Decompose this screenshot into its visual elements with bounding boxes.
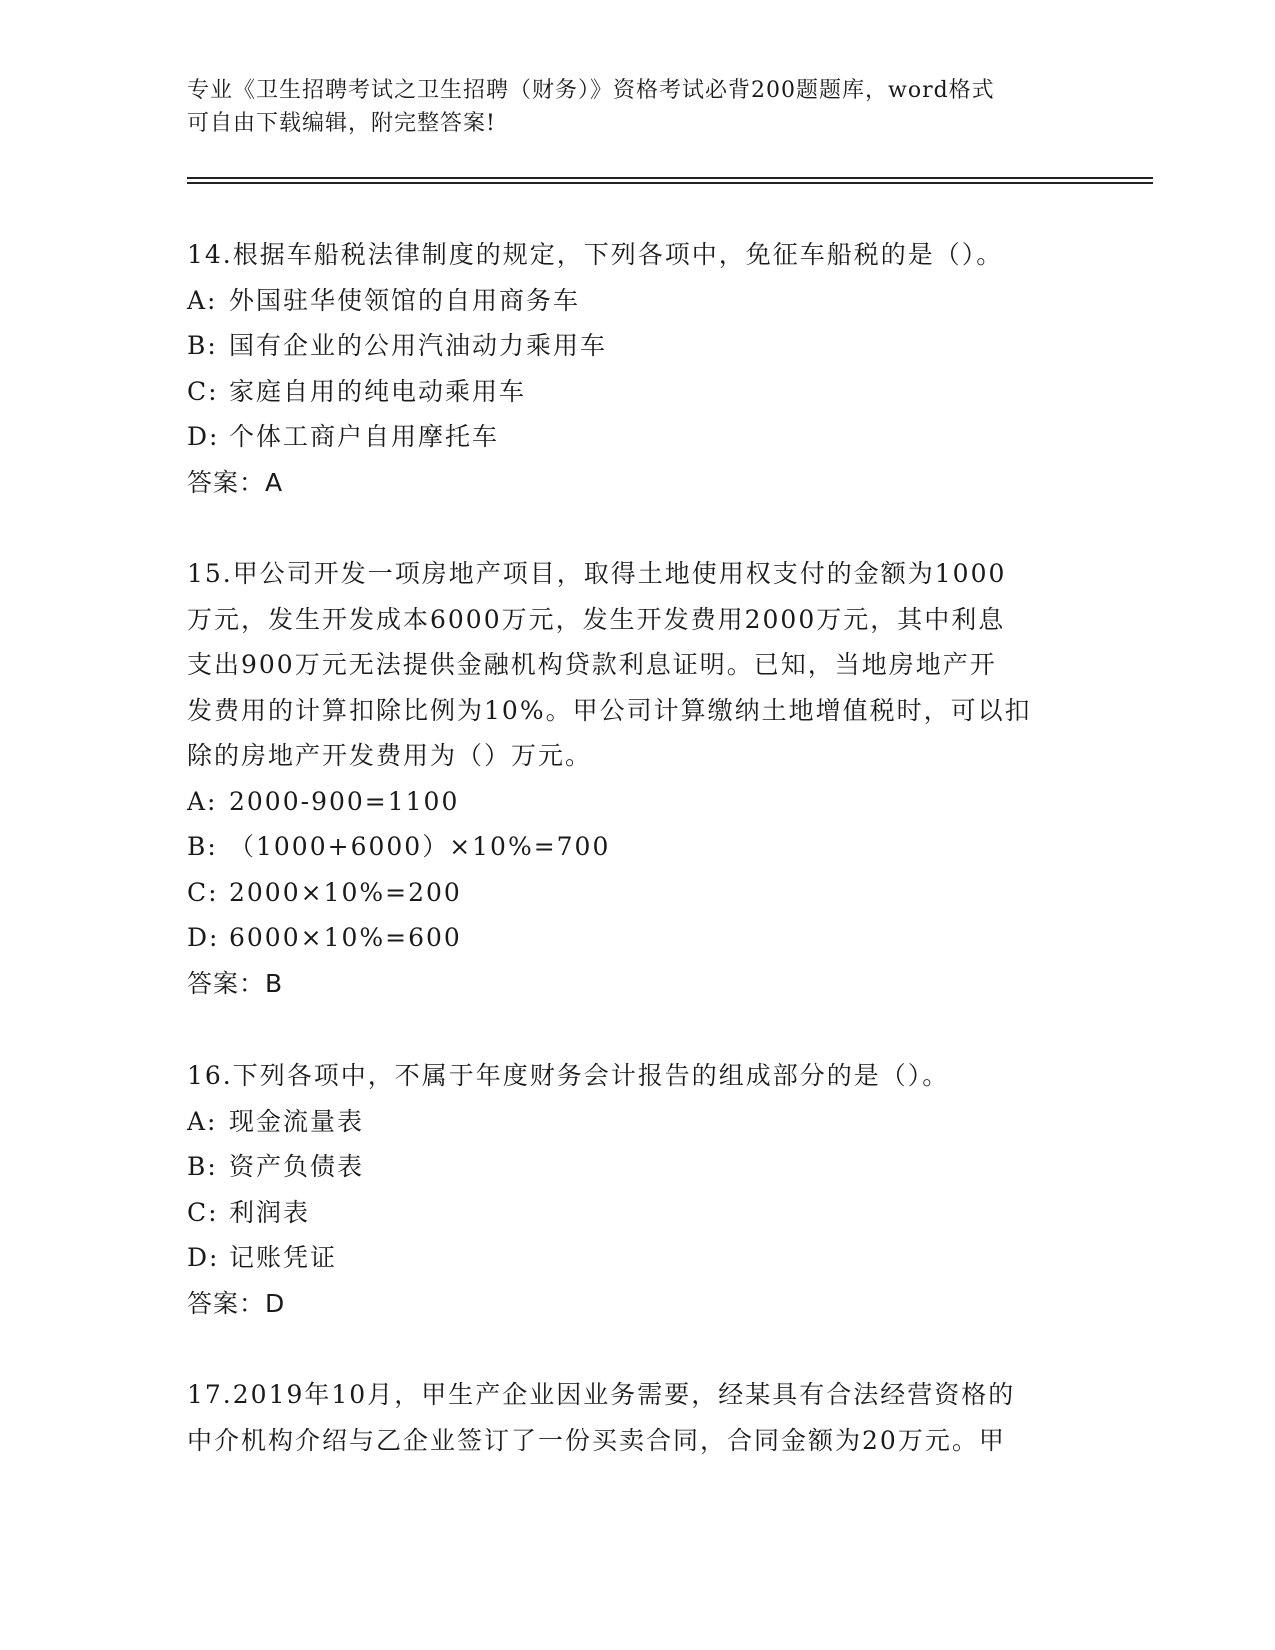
option-d <box>187 915 1087 961</box>
option-a <box>187 278 1087 324</box>
option-a <box>187 1099 1087 1145</box>
option-text: 外国驻华使领馆的自用商务车 <box>229 285 581 315</box>
option-text: 资产负债表 <box>229 1152 365 1181</box>
option-text: 2000×10%=200 <box>229 877 462 907</box>
question-stem: 14.根据车船税法律制度的规定，下列各项中，免征车船税的是（）。 <box>187 240 1004 269</box>
question-stem-line-2: 中介机构介绍与乙企业签订了一份买卖合同，合同金额为20万元。甲 <box>187 1425 1006 1455</box>
header-line-2: 可自由下载编辑，附完整答案! <box>187 111 496 136</box>
option-c <box>187 369 1087 415</box>
question-17 <box>187 1372 1087 1463</box>
answer-label: 答案：B <box>187 968 284 998</box>
option-text: 个体工商户自用摩托车 <box>229 422 500 451</box>
question-stem-line-5: 除的房地产开发费用为（）万元。 <box>187 741 593 770</box>
option-text: 国有企业的公用汽油动力乘用车 <box>229 331 608 360</box>
option-letter: C: <box>187 376 219 406</box>
option-text: 利润表 <box>229 1197 311 1227</box>
option-text: 现金流量表 <box>229 1106 365 1136</box>
option-letter: B: <box>187 331 218 360</box>
question-stem-line-3: 支出900万元无法提供金融机构贷款利息证明。已知，当地房地产开 <box>187 650 997 679</box>
option-c <box>187 870 1087 916</box>
question-stem: 16.下列各项中，不属于年度财务会计报告的组成部分的是（）。 <box>187 1061 950 1090</box>
question-15 <box>187 551 1087 1006</box>
option-b <box>187 1144 1087 1190</box>
question-stem-line-1: 15.甲公司开发一项房地产项目，取得土地使用权支付的金额为1000 <box>187 559 1007 588</box>
option-letter: D: <box>187 923 220 952</box>
header-divider-bottom <box>187 182 1153 184</box>
option-b <box>187 323 1087 369</box>
option-text: （1000+6000）×10%=700 <box>229 832 611 861</box>
question-stem-line-1: 17.2019年10月，甲生产企业因业务需要，经某具有合法经营资格的 <box>187 1380 1016 1409</box>
option-text: 2000-900=1100 <box>229 786 460 816</box>
option-a <box>187 779 1087 825</box>
option-letter: D: <box>187 422 220 451</box>
option-text: 记账凭证 <box>229 1243 338 1272</box>
answer-label: 答案：D <box>187 1288 286 1318</box>
option-d <box>187 414 1087 460</box>
option-c <box>187 1190 1087 1236</box>
document-header <box>187 74 1067 140</box>
header-divider-top <box>187 177 1153 179</box>
option-letter: A: <box>187 285 218 315</box>
option-letter: B: <box>187 1152 218 1181</box>
option-d <box>187 1235 1087 1281</box>
option-letter: A: <box>187 1106 218 1136</box>
question-stem-line-4: 发费用的计算扣除比例为10%。甲公司计算缴纳土地增值税时，可以扣 <box>187 695 1032 725</box>
option-letter: A: <box>187 786 218 816</box>
option-letter: D: <box>187 1243 220 1272</box>
option-letter: C: <box>187 1197 219 1227</box>
option-text: 家庭自用的纯电动乘用车 <box>229 376 527 406</box>
question-14 <box>187 232 1087 505</box>
answer-label: 答案：A <box>187 467 284 497</box>
option-letter: C: <box>187 877 219 907</box>
header-line-1: 专业《卫生招聘考试之卫生招聘（财务）》资格考试必背200题题库，word格式 <box>187 78 995 103</box>
question-stem-line-2: 万元，发生开发成本6000万元，发生开发费用2000万元，其中利息 <box>187 604 1006 634</box>
option-text: 6000×10%=600 <box>229 923 462 952</box>
option-letter: B: <box>187 832 218 861</box>
option-b <box>187 824 1087 870</box>
question-16 <box>187 1053 1087 1326</box>
